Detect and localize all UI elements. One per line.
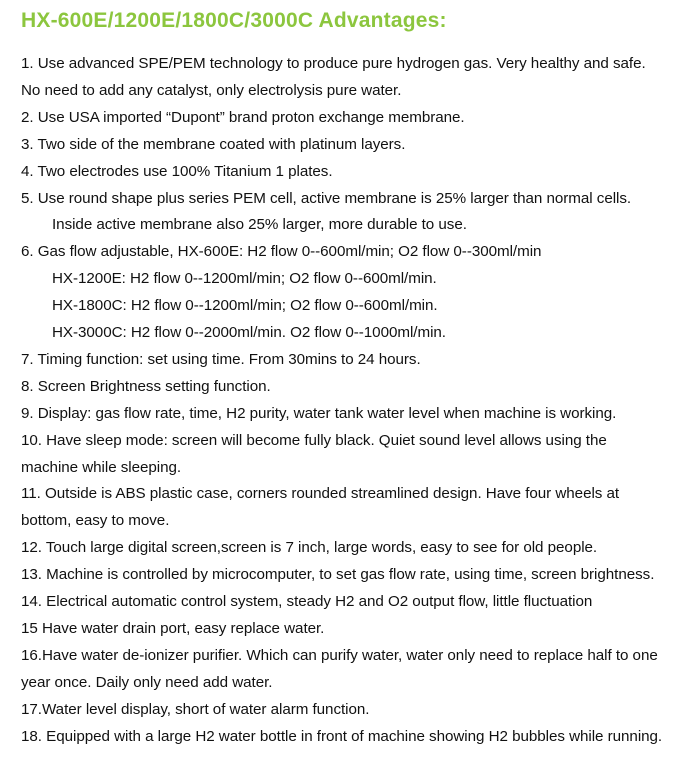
page-title: HX-600E/1200E/1800C/3000C Advantages:: [21, 9, 447, 32]
list-line: 8. Screen Brightness setting function.: [21, 377, 271, 395]
list-line: 15 Have water drain port, easy replace water.: [21, 619, 325, 637]
list-line: HX-1200E: H2 flow 0--1200ml/min; O2 flow 0--600ml/min.: [52, 270, 437, 288]
list-line: 5. Use round shape plus series PEM cell, active membrane is 25% larger than normal cells.: [21, 189, 632, 207]
list-line: machine while sleeping.: [21, 458, 182, 476]
list-line: 7. Timing function: set using time. From 30mins to 24 hours.: [21, 350, 421, 368]
list-line: 4. Two electrodes use 100% Titanium 1 plates.: [21, 162, 333, 180]
list-line: Inside active membrane also 25% larger, more durable to use.: [52, 216, 467, 234]
list-line: HX-3000C: H2 flow 0--2000ml/min. O2 flow 0--1000ml/min.: [52, 324, 446, 341]
list-line: 1. Use advanced SPE/PEM technology to produce pure hydrogen gas. Very healthy and safe.: [21, 55, 646, 72]
list-line: 9. Display: gas flow rate, time, H2 purity, water tank water level when machine is working.: [21, 404, 617, 422]
list-line: 2. Use USA imported “Dupont” brand proton exchange membrane.: [21, 108, 465, 126]
list-line: 11. Outside is ABS plastic case, corners rounded streamlined design. Have four wheels at: [21, 485, 620, 503]
list-line: HX-1800C: H2 flow 0--1200ml/min; O2 flow 0--600ml/min.: [52, 297, 438, 315]
list-line: 17.Water level display, short of water alarm function.: [21, 700, 370, 718]
list-line: 6. Gas flow adjustable, HX-600E: H2 flow 0--600ml/min; O2 flow 0--300ml/min: [21, 243, 542, 261]
list-line: 12. Touch large digital screen,screen is 7 inch, large words, easy to see for old people.: [21, 539, 598, 557]
list-line: 16.Have water de-ionizer purifier. Which can purify water, water only need to replace half to one: [21, 646, 658, 664]
list-line: 18. Equipped with a large H2 water bottle in front of machine showing H2 bubbles while running.: [21, 727, 663, 745]
list-line: 13. Machine is controlled by microcomputer, to set gas flow rate, using time, screen brightness.: [21, 566, 655, 584]
list-line: 14. Electrical automatic control system, steady H2 and O2 output flow, little fluctuation: [21, 593, 593, 610]
list-line: 3. Two side of the membrane coated with platinum layers.: [21, 135, 406, 153]
list-line: No need to add any catalyst, only electrolysis pure water.: [21, 81, 402, 99]
list-line: year once. Daily only need add water.: [21, 673, 273, 691]
list-line: bottom, easy to move.: [21, 512, 170, 530]
list-line: 10. Have sleep mode: screen will become fully black. Quiet sound level allows using the: [21, 431, 607, 449]
